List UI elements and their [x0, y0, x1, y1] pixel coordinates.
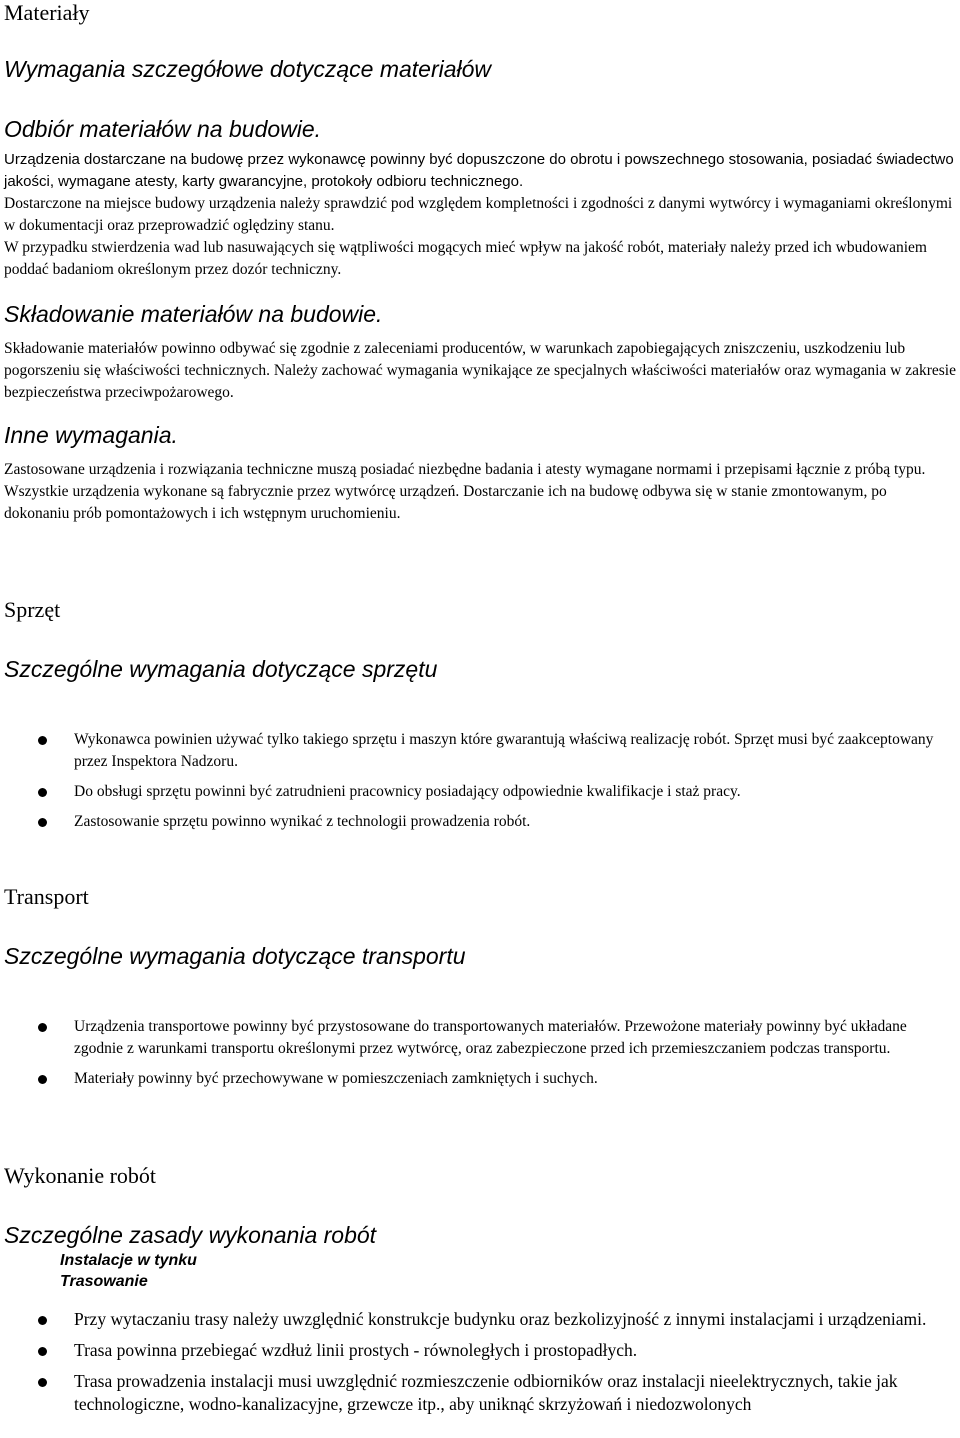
- bullet-icon: [38, 1378, 47, 1387]
- section-sprzet: [4, 597, 956, 623]
- inne-block: [4, 421, 956, 525]
- list-item-text: Zastosowanie sprzętu powinno wynikać z technologii prowadzenia robót.: [74, 813, 531, 830]
- list-item-text: Trasa powinna przebiegać wzdłuż linii prostych - równoległych i prostopadłych.: [74, 1340, 638, 1360]
- paragraph-odbior-1: Urządzenia dostarczane na budowę przez wykonawcę powinny być dopuszczone do obrotu i powszechnego stosowania, posiadać świadectwo jakości, wymagane atesty, karty gwarancyjne, protokoły odbioru technicznego.: [4, 151, 954, 190]
- section-subtitle-sprzet: Szczególne wymagania dotyczące sprzętu: [4, 656, 438, 682]
- heading-inne: Inne wymagania.: [4, 422, 178, 448]
- section-wykonanie: [4, 1163, 956, 1189]
- section-subtitle-transport: Szczególne wymagania dotyczące transportu: [4, 943, 466, 969]
- bullet-list-wykonanie: [4, 1308, 956, 1416]
- subtitle-block: [4, 55, 956, 83]
- section-transport: [4, 884, 956, 910]
- section-subtitle-wykonanie: Szczególne zasady wykonania robót: [4, 1222, 377, 1248]
- list-item-text: Przy wytaczaniu trasy należy uwzględnić konstrukcje budynku oraz bezkolizyjność z innymi instalacjami i urządzeniami.: [74, 1309, 927, 1329]
- list-item: [4, 811, 956, 833]
- list-item: [4, 781, 956, 803]
- heading-skladowanie: Składowanie materiałów na budowie.: [4, 301, 383, 327]
- bullet-icon: [38, 1347, 47, 1356]
- section-title-sprzet: Sprzęt: [4, 597, 61, 622]
- list-item-text: Trasa prowadzenia instalacji musi uwzględnić rozmieszczenie odbiorników oraz instalacji nieelektrycznych, takie jak technologiczne, wodno-kanalizacyjne, grzewcze itp., aby uniknąć skrzyżowań i niedozwolonych: [74, 1371, 898, 1414]
- list-item: [4, 729, 956, 773]
- subheading-instalacje: Instalacje w tynku: [60, 1252, 197, 1269]
- bullet-list-sprzet: [4, 729, 956, 833]
- list-item: [4, 1370, 956, 1416]
- list-item-text: Urządzenia transportowe powinny być przystosowane do transportowanych materiałów. Przewożone materiały powinny być układane zgodnie z warunkami transportu określonymi przez wytwórcę, oraz zabezpieczone przed ich przemieszczaniem podczas transportu.: [74, 1018, 907, 1057]
- bullet-icon: [38, 736, 47, 745]
- paragraph-odbior-3: W przypadku stwierdzenia wad lub nasuwających się wątpliwości mogących mieć wpływ na jakość robót, materiały należy przed ich wbudowaniem poddać badaniom określonym przez dozór techniczny.: [4, 239, 927, 278]
- paragraph-inne-1: Zastosowane urządzenia i rozwiązania techniczne muszą posiadać niezbędne badania i atesty wymagane normami i przepisami łącznie z próbą typu.: [4, 461, 926, 478]
- section-title-materialy: Materiały: [4, 0, 90, 25]
- bullet-icon: [38, 1075, 47, 1084]
- subtitle-transport-block: [4, 942, 956, 970]
- transport-list-block: [4, 1016, 956, 1090]
- section-title-wykonanie: Wykonanie robót: [4, 1163, 157, 1188]
- paragraph-inne-2: Wszystkie urządzenia wykonane są fabrycznie przez wytwórcę urządzeń. Dostarczanie ich na budowę odbywa się w stanie zmontowanym, po dokonaniu prób pomontażowych i ich wstępnym uruchomieniu.: [4, 483, 887, 522]
- bullet-list-transport: [4, 1016, 956, 1090]
- heading-odbior: Odbiór materiałów na budowie.: [4, 116, 322, 142]
- odbior-block: [4, 115, 956, 281]
- list-item: [4, 1016, 956, 1060]
- list-item-text: Materiały powinny być przechowywane w pomieszczeniach zamkniętych i suchych.: [74, 1070, 598, 1087]
- bullet-icon: [38, 788, 47, 797]
- list-item-text: Wykonawca powinien używać tylko takiego sprzętu i maszyn które gwarantują właściwą realizację robót. Sprzęt musi być zaakceptowany przez Inspektora Nadzoru.: [74, 731, 934, 770]
- subtitle-wykonanie-block: [4, 1221, 956, 1292]
- sprzet-list-block: [4, 729, 956, 833]
- paragraph-odbior-2: Dostarczone na miejsce budowy urządzenia należy sprawdzić pod względem kompletności i zgodności z danymi wytwórcy i wymaganiami określonymi w dokumentacji oraz przeprowadzić oględziny stanu.: [4, 195, 953, 234]
- wykonanie-list-block: [4, 1308, 956, 1416]
- list-item: [4, 1308, 956, 1331]
- skladowanie-block: [4, 300, 956, 404]
- section-materialy: [4, 0, 956, 26]
- paragraph-skladowanie: Składowanie materiałów powinno odbywać się zgodnie z zaleceniami producentów, w warunkach zapobiegających zniszczeniu, uszkodzeniu lub pogorszeniu się właściwości technicznych. Należy zachować wymagania wynikające ze specjalnych właściwości materiałów oraz wymagania w zakresie bezpieczeństwa przeciwpożarowego.: [4, 340, 956, 401]
- subtitle-sprzet-block: [4, 655, 956, 683]
- bullet-icon: [38, 1316, 47, 1325]
- list-item-text: Do obsługi sprzętu powinni być zatrudnieni pracownicy posiadający odpowiednie kwalifikacje i staż pracy.: [74, 783, 741, 800]
- list-item: [4, 1339, 956, 1362]
- subheading-trasowanie: Trasowanie: [60, 1273, 148, 1290]
- section-subtitle-materialy: Wymagania szczegółowe dotyczące materiałów: [4, 56, 492, 82]
- bullet-icon: [38, 818, 47, 827]
- bullet-icon: [38, 1023, 47, 1032]
- section-title-transport: Transport: [4, 884, 89, 909]
- list-item: [4, 1068, 956, 1090]
